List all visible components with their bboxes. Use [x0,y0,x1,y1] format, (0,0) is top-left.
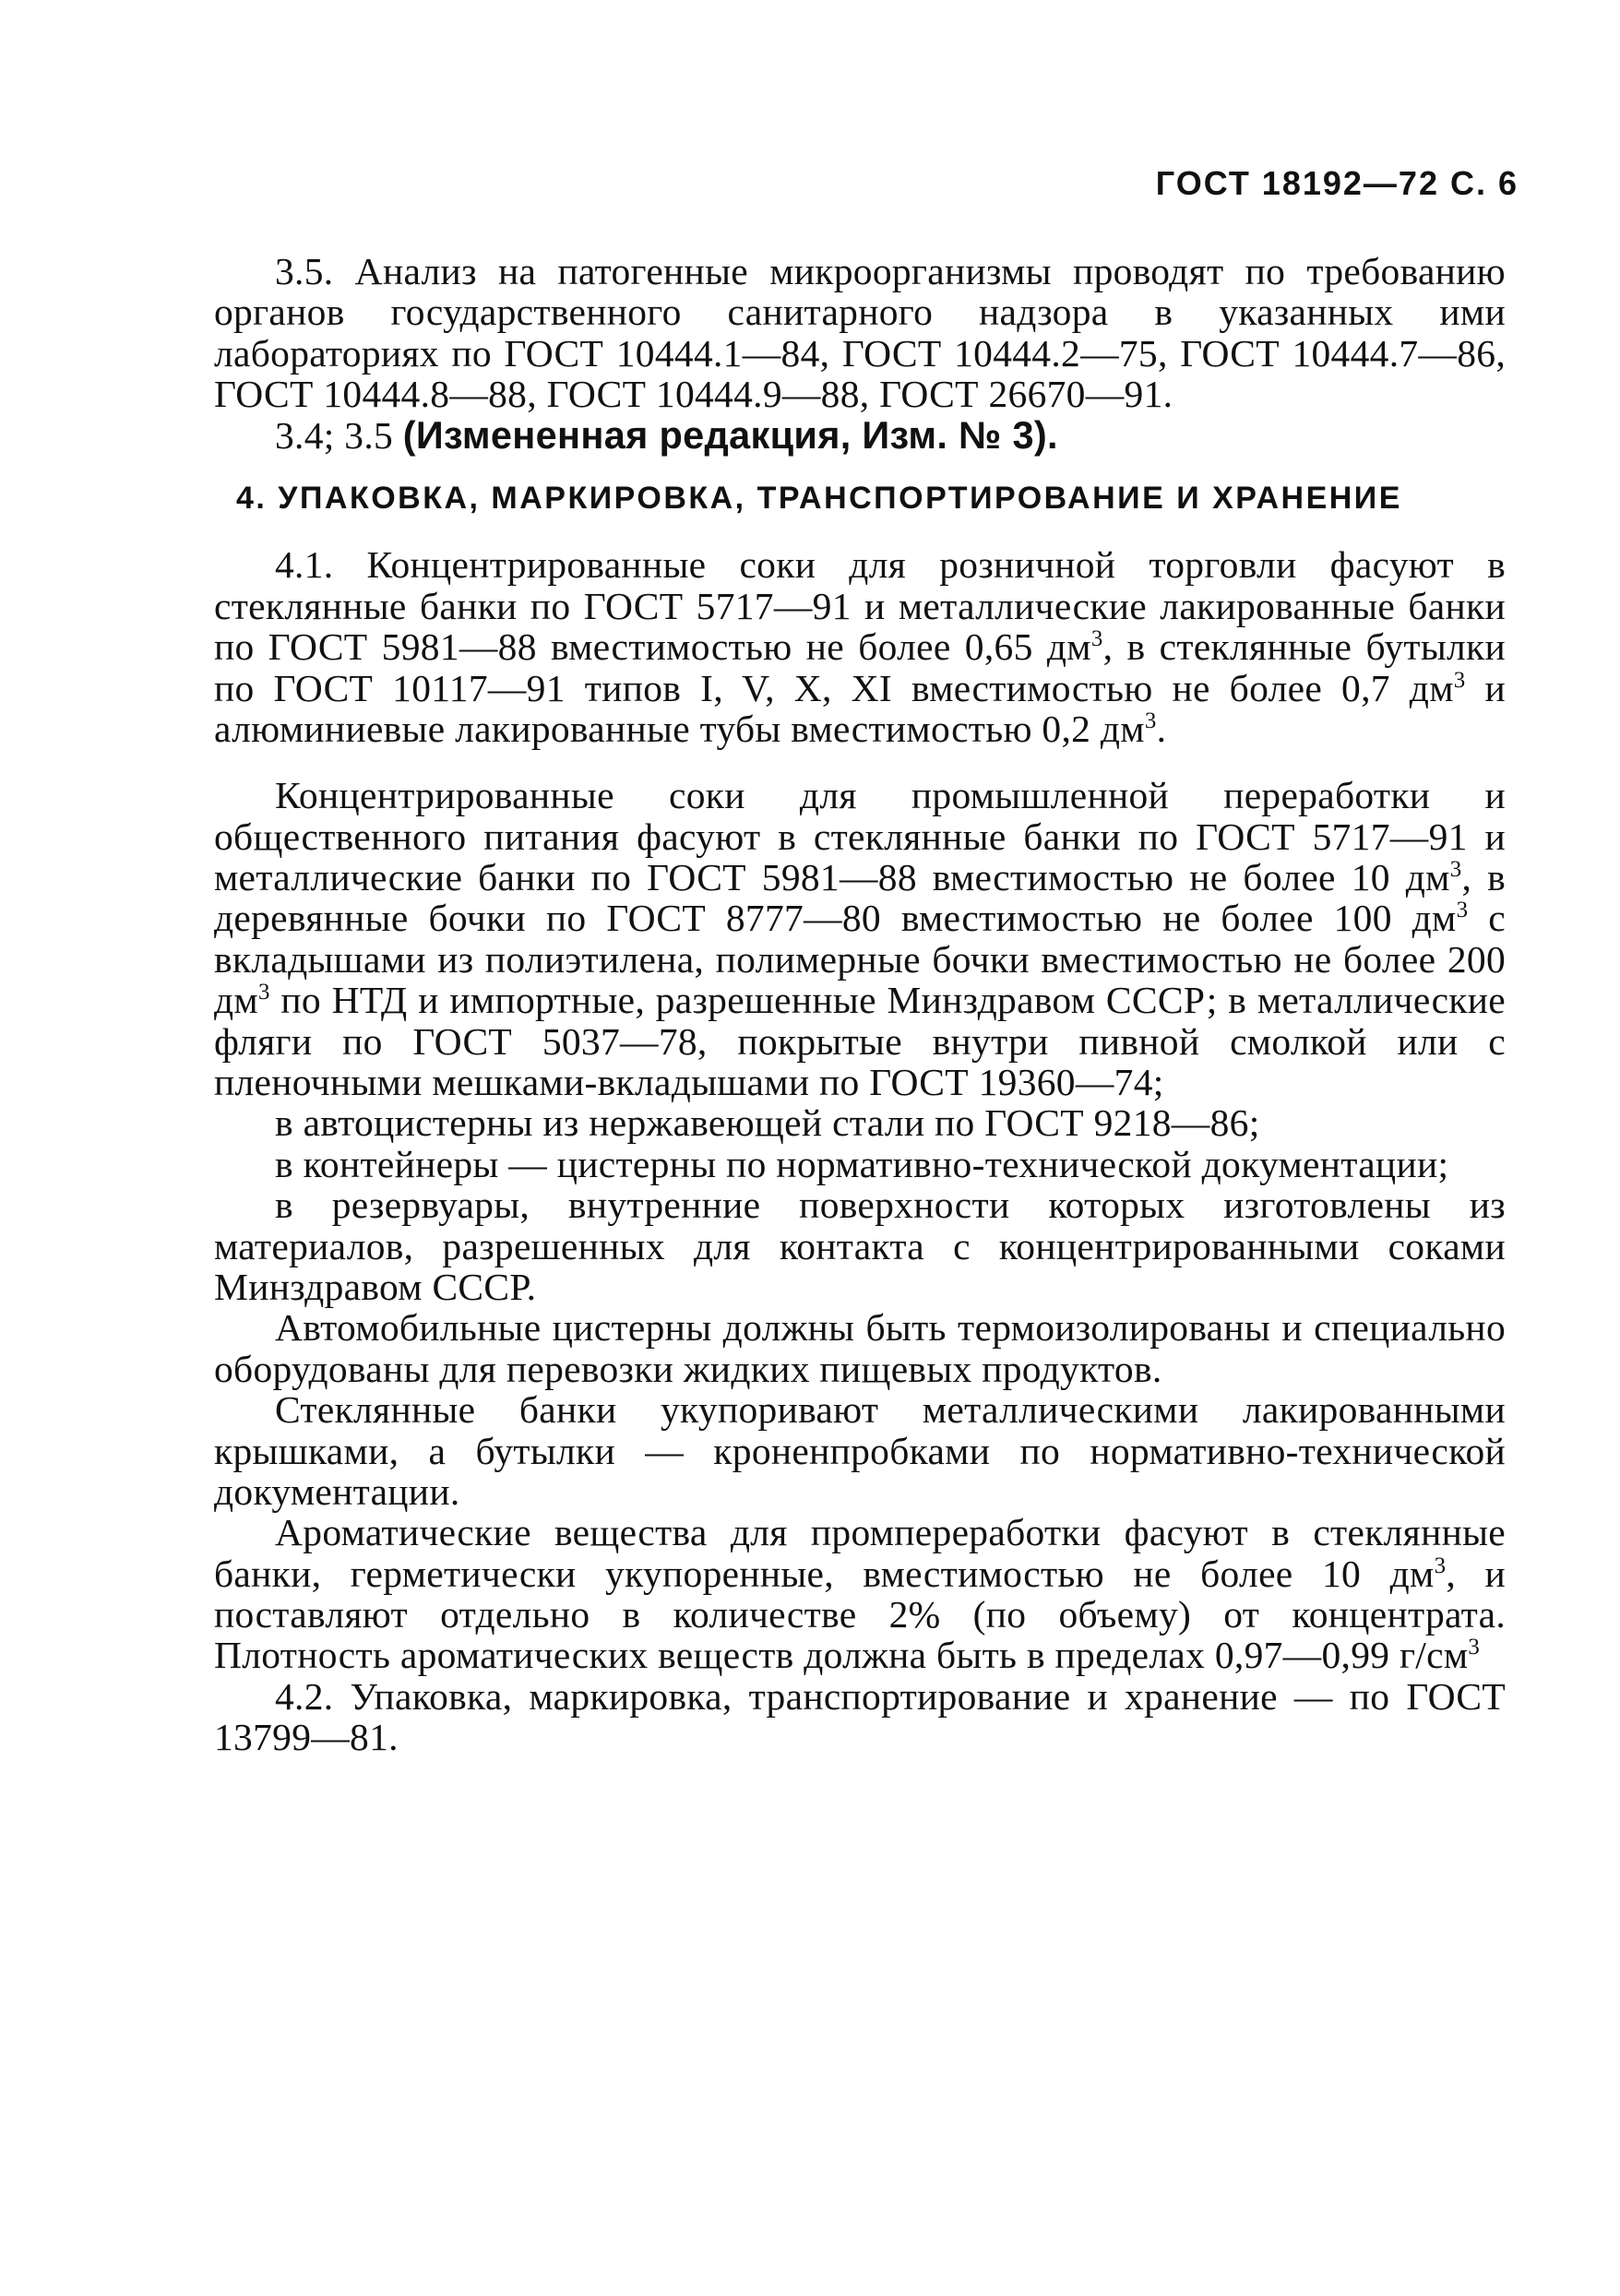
paragraph-autotanks: в автоцистерны из нержавеющей стали по ГОСТ 9218—86; [275,1101,1260,1145]
running-header: ГОСТ 18192—72 С. 6 [1155,164,1519,202]
amendment-clauses: 3.4; 3.5 [275,413,394,457]
superscript: 3 [1144,708,1157,734]
superscript: 3 [1090,626,1103,652]
superscript: 3 [257,980,270,1005]
paragraph-4-1 [214,544,1506,749]
superscript: 3 [1456,898,1469,923]
paragraph-4-1-part-d: . [1156,707,1167,750]
paragraph-4-1-part-b: , в стеклянные бутылки по ГОСТ 10117—91 типов I, V, X, XI вместимостью не более 0,7 дм [214,625,1506,709]
paragraph-containers: в контейнеры — цистерны по нормативно-технической документации; [275,1142,1449,1185]
amendment-label: (Измененная редакция, Изм. № 3). [402,412,1058,457]
paragraph-aromatics-part-a: Ароматические вещества для промпереработки фасуют в стеклянные банки, герметически укупоренные, вместимостью не более 10 дм [214,1511,1506,1595]
section-4-heading: 4. УПАКОВКА, МАРКИРОВКА, ТРАНСПОРТИРОВАНИЕ И ХРАНЕНИЕ [236,480,1402,516]
paragraph-industrial [214,775,1506,1102]
paragraph-industrial-part-a: Концентрированные соки для промышленной переработки и общественного питания фасуют в стеклянные банки по ГОСТ 5717—91 и металлические банки по ГОСТ 5981—88 вместимостью не более 10 дм [214,774,1506,899]
paragraph-industrial-part-b: , в деревянные бочки по ГОСТ 8777—80 вместимостью не более 100 дм [214,856,1506,940]
paragraph-4-1-part-c: и алюминиевые лакированные тубы вместимостью 0,2 дм [214,666,1507,750]
paragraph-aromatics-part-b: , и поставляют отдельно в количестве 2% (по объему) от концентрата. Плотность ароматических веществ должна быть в пределах 0,97—0,99 г/см [214,1552,1507,1677]
paragraph-jars-closure: Стеклянные банки укупоривают металлическими лакированными крышками, а бутылки — кроненпробками по нормативно-технической документации. [214,1388,1506,1513]
paragraph-4-1-part-a: 4.1. Концентрированные соки для розничной торговли фасуют в стеклянные банки по ГОСТ 5717—91 и металлические лакированные банки по ГОСТ 5981—88 вместимостью не более 0,65 дм [214,543,1506,669]
amendment-note [214,412,1506,457]
paragraph-tank-trucks: Автомобильные цистерны должны быть термоизолированы и специально оборудованы для перевозки жидких пищевых продуктов. [214,1306,1506,1390]
superscript: 3 [1449,857,1462,883]
paragraph-industrial-part-c: с вкладышами из полиэтилена, полимерные бочки вместимостью не более 200 дм [214,897,1506,1022]
document-body [214,251,1506,1758]
paragraph-reservoirs: в резервуары, внутренние поверхности которых изготовлены из материалов, разрешенных для контакта с концентрированными соками Минздравом СССР. [214,1184,1506,1308]
paragraph-3-5: 3.5. Анализ на патогенные микроорганизмы проводят по требованию органов государственного санитарного надзора в указанных ими лабораториях по ГОСТ 10444.1—84, ГОСТ 10444.2—75, ГОСТ 10444.7—86, ГОСТ 10444.8—88, ГОСТ 10444.9—88, ГОСТ 26670—91. [214,250,1506,416]
paragraph-aromatics [214,1512,1506,1676]
superscript: 3 [1434,1552,1447,1578]
paragraph-4-2: 4.2. Упаковка, маркировка, транспортирование и хранение — по ГОСТ 13799—81. [214,1674,1506,1759]
superscript: 3 [1453,667,1466,693]
superscript: 3 [1468,1635,1481,1660]
paragraph-industrial-part-d: по НТД и импортные, разрешенные Минздравом СССР; в металлические фляги по ГОСТ 5037—78, покрытые внутри пивной смолкой или с пленочными мешками-вкладышами по ГОСТ 19360—74; [214,979,1506,1104]
